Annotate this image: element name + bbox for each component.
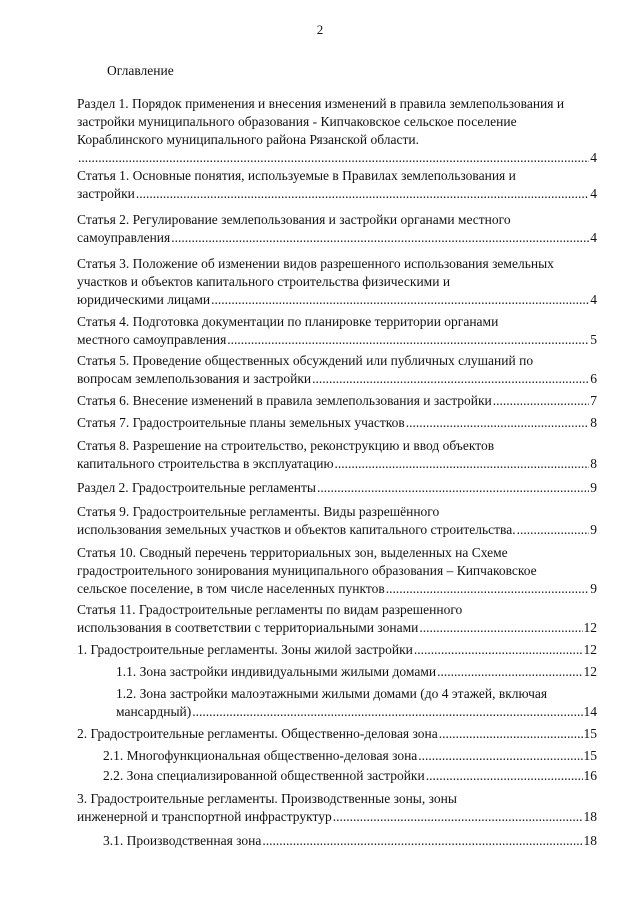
toc-entry-article-9[interactable] xyxy=(77,503,597,539)
toc-leader-line xyxy=(77,331,597,349)
dot-leader xyxy=(136,185,589,203)
toc-leader-line xyxy=(77,580,597,598)
toc-entry-lead: сельское поселение, в том числе населенных пунктов xyxy=(77,581,385,596)
dot-leader xyxy=(419,619,582,637)
toc-leader-line xyxy=(77,479,597,497)
toc-entry-text: 1.2. Зона застройки малоэтажными жилыми домами (до 4 этажей, включая xyxy=(116,686,548,701)
toc-leader-line xyxy=(77,725,597,743)
toc-entry-lead: застройки xyxy=(77,186,135,201)
toc-page-number: 7 xyxy=(590,393,597,408)
toc-entry-lead: местного самоуправления xyxy=(77,332,227,347)
toc-page-number: 15 xyxy=(583,726,597,741)
toc-page-number: 4 xyxy=(590,150,597,165)
toc-entry-lead: Раздел 2. Градостроительные регламенты xyxy=(77,480,316,495)
toc-entry-text: Статья 2. Регулирование землепользования и застройки органами местного xyxy=(77,212,511,227)
toc-entry-lead: использования земельных участков и объектов капитального строительства. xyxy=(77,522,516,537)
toc-page-number: 14 xyxy=(583,704,597,719)
dot-leader xyxy=(437,663,582,681)
toc-leader-line xyxy=(77,808,597,826)
toc-page-number: 4 xyxy=(590,230,597,245)
toc-leader-line xyxy=(77,370,597,388)
toc-entry-text: Статья 8. Разрешение на строительство, реконструкцию и ввод объектов xyxy=(77,438,495,453)
toc-entry-article-1[interactable] xyxy=(77,167,597,203)
toc-leader-line xyxy=(103,747,597,765)
dot-leader xyxy=(439,725,583,743)
toc-entry-text: Раздел 1. Порядок применения и внесения изменений в правила землепользования и застройки муниципального образования - Кипчаковское сельское поселение Кораблинского муниципального района Рязанской области. xyxy=(77,96,565,147)
toc-entry-zone-3[interactable] xyxy=(77,790,597,826)
toc-leader-line xyxy=(116,663,597,681)
toc-entry-zone-2[interactable] xyxy=(77,725,597,743)
toc-entry-lead: вопросам землепользования и застройки xyxy=(77,371,312,386)
toc-page-number: 4 xyxy=(590,186,597,201)
dot-leader xyxy=(493,392,589,410)
toc-entry-lead: инженерной и транспортной инфраструктур xyxy=(77,809,332,824)
toc-page-number: 6 xyxy=(590,371,597,386)
toc-entry-lead: самоуправления xyxy=(77,230,171,245)
dot-leader xyxy=(78,149,589,167)
toc-entry-article-6[interactable] xyxy=(77,392,597,410)
dot-leader xyxy=(262,832,582,850)
dot-leader xyxy=(386,580,590,598)
toc-entry-article-7[interactable] xyxy=(77,414,597,432)
toc-entry-lead: мансардный) xyxy=(116,704,192,719)
toc-leader-line xyxy=(116,703,597,721)
toc-entry-lead: капитального строительства в эксплуатацию xyxy=(77,456,334,471)
dot-leader xyxy=(335,455,590,473)
dot-leader xyxy=(312,370,589,388)
toc-entry-section-2[interactable] xyxy=(77,479,597,497)
toc-page-number: 8 xyxy=(590,415,597,430)
page-number: 2 xyxy=(316,22,324,37)
dot-leader xyxy=(333,808,583,826)
toc-leader-line xyxy=(77,414,597,432)
toc-entry-text: Статья 10. Сводный перечень территориальных зон, выделенных на Схеме градостроительного зонирования муниципального образования – Кипчаковское xyxy=(77,545,537,578)
dot-leader xyxy=(418,747,582,765)
toc-entry-lead: 3.1. Производственная зона xyxy=(103,833,262,848)
toc-entry-lead: Статья 7. Градостроительные планы земельных участков xyxy=(77,415,405,430)
toc-leader-line xyxy=(77,619,597,637)
toc-page-number: 16 xyxy=(583,768,597,783)
toc-page-number: 8 xyxy=(590,456,597,471)
toc-page-number: 12 xyxy=(583,620,597,635)
toc-page-number: 4 xyxy=(590,292,597,307)
dot-leader xyxy=(426,767,583,785)
dot-leader xyxy=(227,331,589,349)
toc-page-number: 18 xyxy=(583,809,597,824)
toc-leader-line xyxy=(77,521,597,539)
dot-leader xyxy=(414,641,583,659)
dot-leader xyxy=(171,229,589,247)
toc-leader-line xyxy=(77,455,597,473)
toc-entry-text: Статья 5. Проведение общественных обсуждений или публичных слушаний по xyxy=(77,353,534,368)
toc-page-number: 5 xyxy=(590,332,597,347)
toc-entry-lead: 2.2. Зона специализированной общественной застройки xyxy=(103,768,425,783)
toc-entry-article-3[interactable] xyxy=(77,255,597,309)
toc-page-number: 12 xyxy=(583,642,597,657)
toc-page-number: 18 xyxy=(583,833,597,848)
toc-leader-line xyxy=(77,185,597,203)
toc-entry-article-8[interactable] xyxy=(77,437,597,473)
toc-entry-lead: 1.1. Зона застройки индивидуальными жилыми домами xyxy=(116,664,437,679)
toc-entry-zone-3-1[interactable] xyxy=(103,832,597,850)
toc-entry-article-11[interactable] xyxy=(77,601,597,637)
toc-entry-section-1[interactable] xyxy=(77,95,597,167)
toc-leader-line xyxy=(77,641,597,659)
toc-leader-line xyxy=(103,832,597,850)
toc-entry-article-10[interactable] xyxy=(77,544,597,598)
toc-leader-line xyxy=(77,229,597,247)
dot-leader xyxy=(317,479,589,497)
dot-leader xyxy=(517,521,590,539)
toc-entry-zone-2-1[interactable] xyxy=(103,747,597,765)
dot-leader xyxy=(406,414,589,432)
toc-entry-lead: юридическими лицами xyxy=(77,292,211,307)
toc-page-number: 9 xyxy=(590,581,597,596)
dot-leader xyxy=(211,291,589,309)
toc-entry-zone-1-2[interactable] xyxy=(116,685,597,721)
toc-leader-line xyxy=(77,149,597,167)
toc-entry-lead: 2. Градостроительные регламенты. Общественно-деловая зона xyxy=(77,726,438,741)
toc-entry-lead: 2.1. Многофункциональная общественно-деловая зона xyxy=(103,748,418,763)
toc-entry-lead: использования в соответствии с территориальными зонами xyxy=(77,620,419,635)
toc-entry-article-5[interactable] xyxy=(77,352,597,388)
toc-entry-text: Статья 1. Основные понятия, используемые в Правилах землепользования и xyxy=(77,168,516,183)
toc-entry-zone-2-2[interactable] xyxy=(103,767,597,785)
toc-page-number: 9 xyxy=(590,480,597,495)
toc-entry-text: Статья 3. Положение об изменении видов разрешенного использования земельных участков и объектов капитального строительства физическими и xyxy=(77,256,554,289)
toc-entry-article-4[interactable] xyxy=(77,313,597,349)
toc-leader-line xyxy=(77,392,597,410)
toc-entry-text: 3. Градостроительные регламенты. Производственные зоны, зоны xyxy=(77,791,457,806)
toc-entry-lead: 1. Градостроительные регламенты. Зоны жилой застройки xyxy=(77,642,413,657)
toc-leader-line xyxy=(103,767,597,785)
toc-entry-text: Статья 11. Градостроительные регламенты по видам разрешенного xyxy=(77,602,463,617)
toc-entry-text: Статья 9. Градостроительные регламенты. Виды разрешённого xyxy=(77,504,440,519)
toc-entry-zone-1-1[interactable] xyxy=(116,663,597,681)
toc-entry-zone-1[interactable] xyxy=(77,641,597,659)
toc-page-number: 15 xyxy=(583,748,597,763)
toc-leader-line xyxy=(77,291,597,309)
toc-page-number: 9 xyxy=(590,522,597,537)
toc-entry-text: Статья 4. Подготовка документации по планировке территории органами xyxy=(77,314,499,329)
toc-entry-article-2[interactable] xyxy=(77,211,597,247)
toc-entry-lead: Статья 6. Внесение изменений в правила землепользования и застройки xyxy=(77,393,492,408)
toc-title: Оглавление xyxy=(107,63,174,78)
toc-page-number: 12 xyxy=(583,664,597,679)
dot-leader xyxy=(192,703,582,721)
